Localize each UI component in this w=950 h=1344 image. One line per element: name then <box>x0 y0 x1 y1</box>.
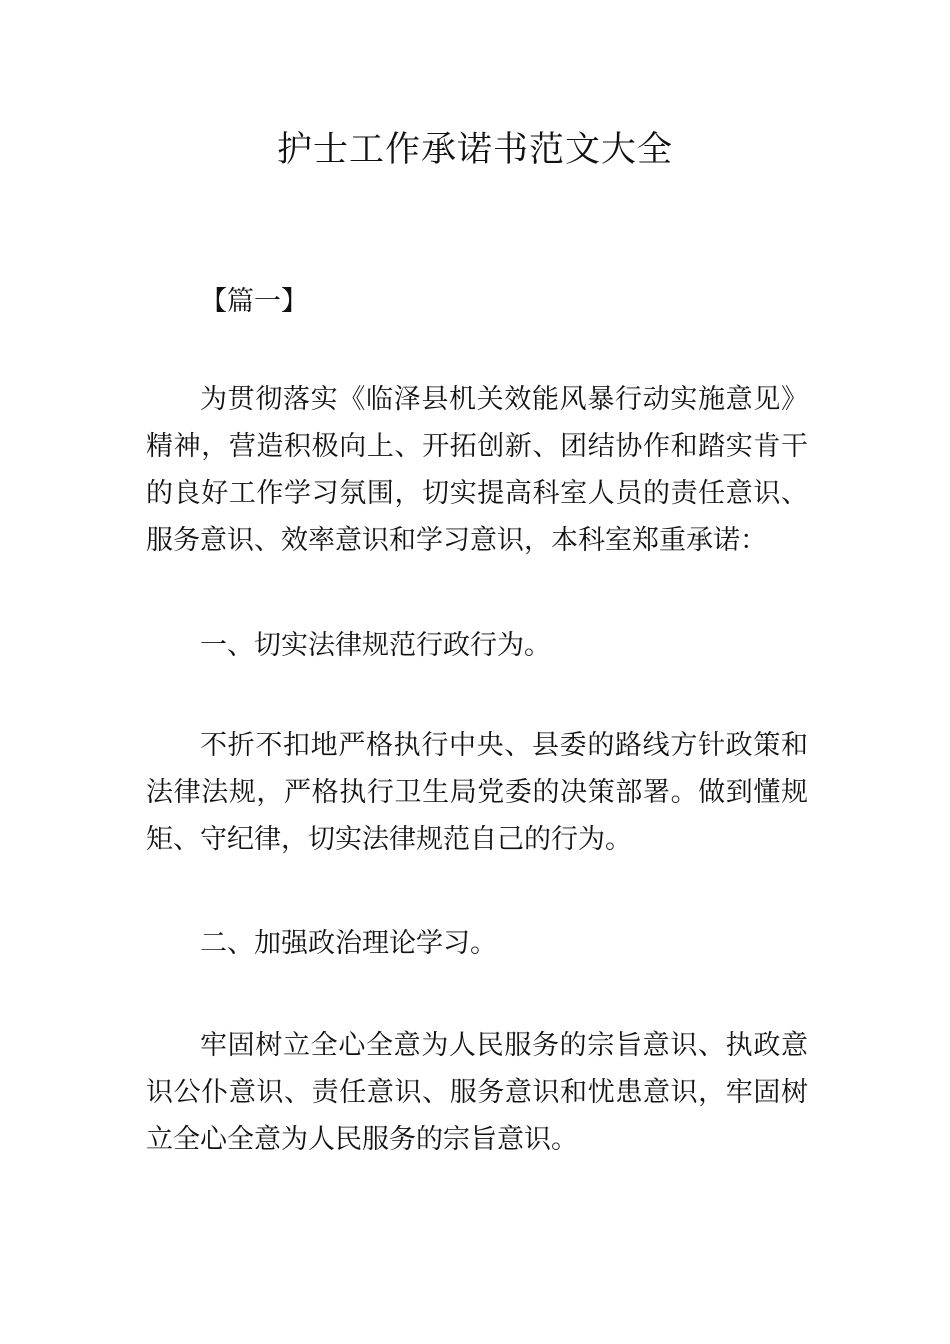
document-title: 护士工作承诺书范文大全 <box>276 130 673 170</box>
item-body: 不折不扣地严格执行中央、县委的路线方针政策和法律法规，严格执行卫生局党委的决策部署。做到懂规矩、守纪律，切实法律规范自己的行为。 <box>146 730 808 855</box>
intro-paragraph: 为贯彻落实《临泽县机关效能风暴行动实施意见》精神，营造积极向上、开拓创新、团结协作和踏实肯干的良好工作学习氛围，切实提高科室人员的责任意识、服务意识、效率意识和学习意识，本科室郑重承诺： <box>146 384 808 556</box>
item-heading: 二、加强政治理论学习。 <box>200 928 497 959</box>
item-body: 牢固树立全心全意为人民服务的宗旨意识、执政意识公仆意识、责任意识、服务意识和忧患意识，牢固树立全心全意为人民服务的宗旨意识。 <box>146 1030 808 1155</box>
section-label: 【篇一】 <box>200 286 308 317</box>
item-heading: 一、切实法律规范行政行为。 <box>200 630 551 661</box>
